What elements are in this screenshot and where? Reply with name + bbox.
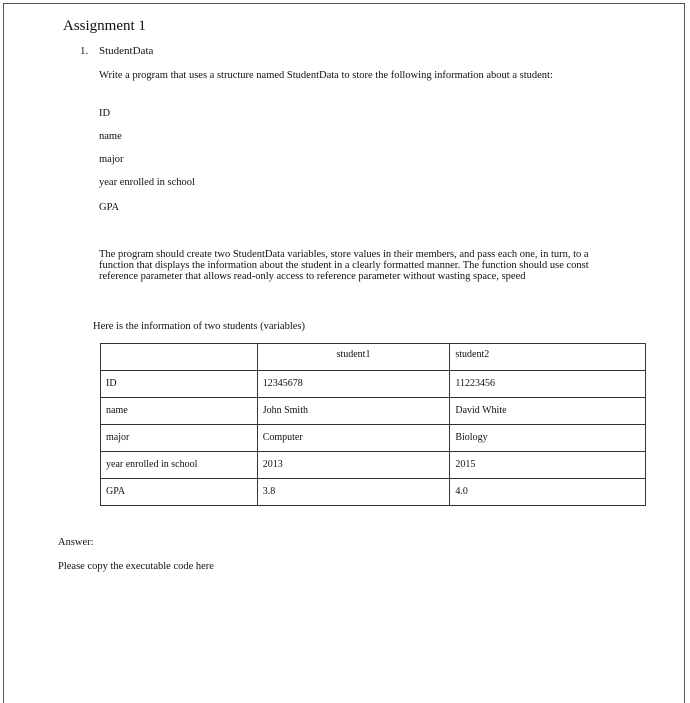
field-id: ID bbox=[99, 108, 111, 119]
header-cell-student2: student2 bbox=[450, 344, 646, 371]
student2-value: David White bbox=[450, 398, 646, 425]
table-row bbox=[101, 371, 646, 398]
student1-value: 12345678 bbox=[257, 371, 450, 398]
table-row bbox=[101, 425, 646, 452]
row-label: GPA bbox=[101, 479, 258, 506]
student2-value: 11223456 bbox=[450, 371, 646, 398]
document-title: Assignment 1 bbox=[63, 18, 146, 34]
student1-value: 3.8 bbox=[257, 479, 450, 506]
field-gpa: GPA bbox=[99, 202, 120, 213]
table-row bbox=[101, 452, 646, 479]
row-label: major bbox=[101, 425, 258, 452]
table-header-row bbox=[101, 344, 646, 371]
table-row bbox=[101, 479, 646, 506]
student1-value: John Smith bbox=[257, 398, 450, 425]
field-year-enrolled: year enrolled in school bbox=[99, 177, 195, 188]
answer-hint: Please copy the executable code here bbox=[58, 561, 214, 572]
row-label: name bbox=[101, 398, 258, 425]
student2-value: 2015 bbox=[450, 452, 646, 479]
student2-value: 4.0 bbox=[450, 479, 646, 506]
row-label: ID bbox=[101, 371, 258, 398]
question-prompt: Write a program that uses a structure named StudentData to store the following information about a student: bbox=[99, 70, 553, 81]
student2-value: Biology bbox=[450, 425, 646, 452]
header-cell-empty bbox=[101, 344, 258, 371]
row-label: year enrolled in school bbox=[101, 452, 258, 479]
field-major: major bbox=[99, 154, 124, 165]
student-table bbox=[100, 343, 646, 506]
table-intro: Here is the information of two students (variables) bbox=[93, 321, 305, 332]
student1-value: Computer bbox=[257, 425, 450, 452]
student1-value: 2013 bbox=[257, 452, 450, 479]
question-description: The program should create two StudentData variables, store values in their members, and pass each one, in turn, to a function that displays the information about the student in a clearly formatted manner. The function should use const reference parameter that allows read-only access to reference parameter without wasting space, speed bbox=[99, 249, 589, 282]
table-row bbox=[101, 398, 646, 425]
question-title: StudentData bbox=[99, 45, 154, 57]
question-number: 1. bbox=[80, 45, 89, 57]
header-cell-student1: student1 bbox=[257, 344, 450, 371]
answer-label: Answer: bbox=[58, 537, 94, 548]
field-name: name bbox=[99, 131, 122, 142]
